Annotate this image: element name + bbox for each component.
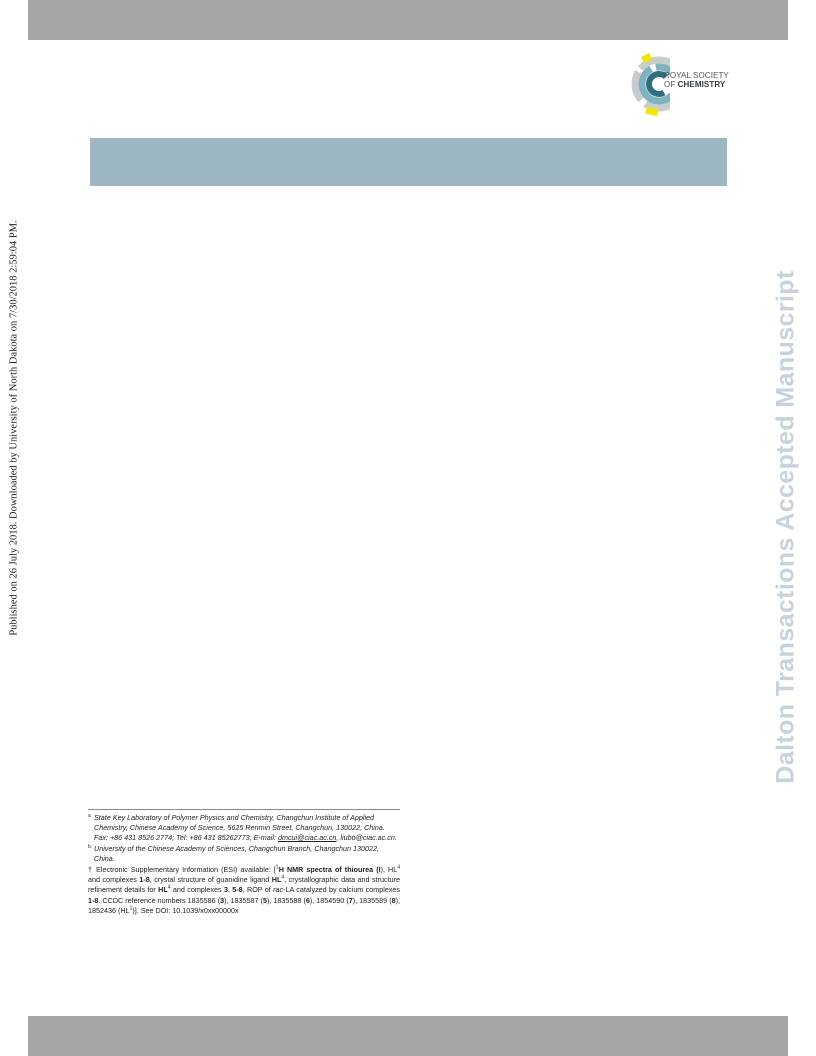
- esi-text: )]. See DOI: 10.1039/x0xx00000x: [132, 905, 239, 915]
- footnote-b: [88, 844, 400, 864]
- esi-bold: HL: [271, 875, 282, 885]
- footnote-b-text: University of the Chinese Academy of Sciences, Changchun Branch, Changchun 130022, China.: [94, 843, 380, 863]
- esi-bold: 1-8: [139, 875, 150, 885]
- footnote-a-mark: a: [88, 813, 91, 819]
- esi-sup: 1: [129, 905, 133, 912]
- esi-text: and complexes: [88, 875, 140, 885]
- esi-bold: 8: [391, 895, 396, 905]
- logo-line2-of: OF: [664, 80, 678, 89]
- esi-bold: 3: [223, 885, 228, 895]
- esi-text: , ROP of: [242, 885, 274, 895]
- esi-text: . CCDC reference numbers 1835586 (: [98, 895, 221, 905]
- esi-bold: 6: [305, 895, 310, 905]
- esi-sup: 1: [275, 864, 279, 871]
- esi-sup: 4: [397, 864, 400, 871]
- esi-sup: 4: [167, 885, 171, 892]
- esi-footnote: [88, 865, 400, 916]
- esi-text: ,: [227, 885, 233, 895]
- footnote-b-mark: b.: [88, 843, 93, 850]
- esi-text: , crystallographic data and structure refinement details for: [88, 875, 401, 895]
- rsc-logo: [628, 50, 738, 120]
- esi-text: , crystal structure of guanidine ligand: [149, 875, 272, 885]
- footnote-a: [88, 813, 400, 844]
- esi-text: H NMR spectra of thiourea (: [278, 865, 379, 875]
- esi-italic: rac: [273, 885, 284, 895]
- esi-sup: 4: [281, 874, 285, 881]
- publication-stamp: Published on 26 July 2018. Downloaded by University of North Dakota on 7/30/2018 2:59:04 PM.: [8, 220, 20, 636]
- footnote-a-text: State Key Laboratory of Polymer Physics and Chemistry, Changchun Institute of Applied Chemistry, Chinese Academy of Science, 5625 Renmin Street, Changchun, 130022, China. Fax: +86 431 8526 2774; Tel: +86 431 85262773; E-mail:: [94, 813, 385, 843]
- top-bar: [28, 0, 788, 40]
- esi-text: ), 1854590 (: [309, 895, 349, 905]
- rsc-logo-text: [664, 71, 729, 89]
- esi-bold: 5-8: [232, 885, 243, 895]
- esi-text: ), HL: [380, 865, 398, 875]
- esi-bold: I: [378, 865, 381, 875]
- footnote-a-email-link[interactable]: dmcui@ciac.ac.cn: [277, 833, 337, 843]
- esi-text: ), 1835589 (: [352, 895, 392, 905]
- esi-bold: 1-8: [88, 895, 99, 905]
- article-header-band: [90, 138, 727, 186]
- logo-line2-chemistry: CHEMISTRY: [677, 80, 726, 89]
- accepted-manuscript-watermark: Dalton Transactions Accepted Manuscript: [771, 270, 800, 784]
- esi-text: Electronic Supplementary Information (ESI) available: [: [93, 865, 276, 875]
- esi-bold: 7: [348, 895, 353, 905]
- esi-bold: 5: [262, 895, 267, 905]
- esi-text: ), 1835588 (: [266, 895, 306, 905]
- affiliation-footnotes: [88, 809, 400, 916]
- esi-bold: 3: [220, 895, 225, 905]
- logo-line1: ROYAL SOCIETY: [664, 71, 729, 80]
- esi-text: ), 1852436 (HL: [88, 895, 400, 915]
- esi-text: ), 1835587 (: [224, 895, 263, 905]
- bottom-bar: [28, 1016, 788, 1056]
- esi-bold: HL: [158, 885, 168, 895]
- esi-dagger: †: [88, 865, 94, 875]
- esi-text: and complexes: [170, 885, 224, 895]
- footnote-a-tail: , liubo@ciac.ac.cn.: [336, 833, 397, 843]
- esi-text: -LA catalyzed by calcium complexes: [283, 885, 400, 895]
